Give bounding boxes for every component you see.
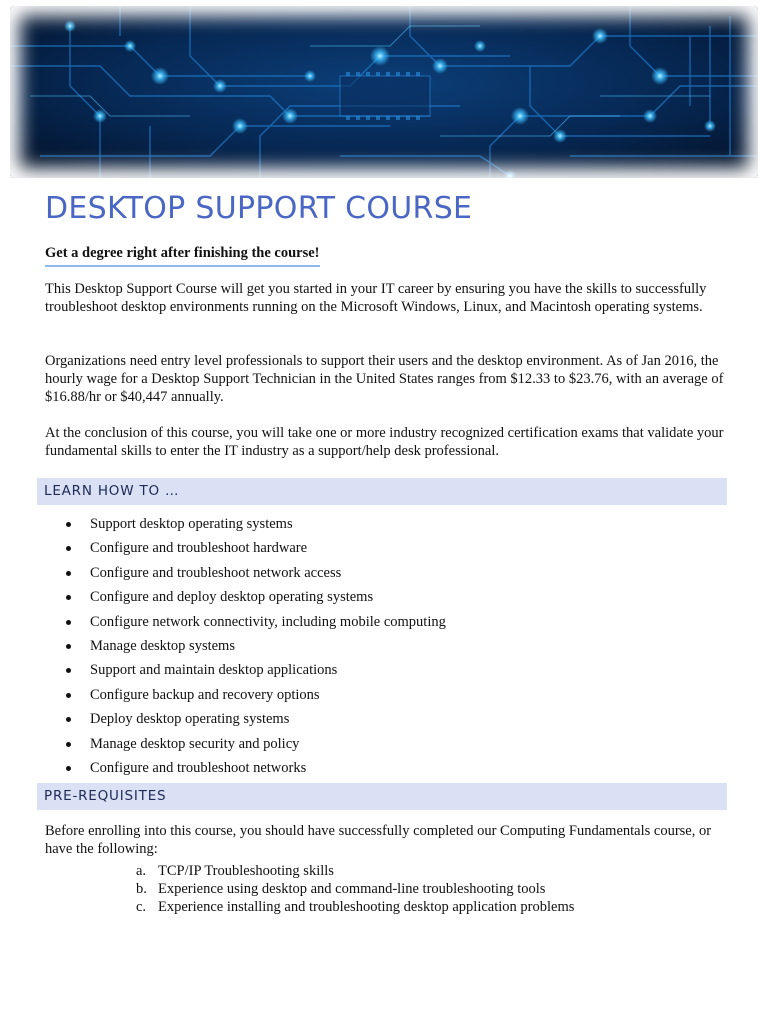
bullet-icon [66, 620, 71, 625]
list-item-text: Configure backup and recovery options [90, 686, 320, 703]
list-item [136, 862, 574, 880]
list-item [62, 636, 446, 660]
learn-list [62, 514, 446, 782]
bullet-icon [66, 644, 71, 649]
list-item [62, 587, 446, 611]
list-marker: a. [136, 863, 147, 879]
list-item [62, 758, 446, 782]
list-item [62, 538, 446, 562]
subtitle-heading: Get a degree right after finishing the course! [45, 245, 320, 267]
learn-section-heading: LEARN HOW TO … [37, 478, 727, 505]
intro-paragraph: This Desktop Support Course will get you started in your IT career by ensuring you have the skills to successfully troubleshoot desktop environments running on the Microsoft Windows, Linux, and Macintosh operating systems. [45, 281, 707, 315]
list-item-text: Configure and troubleshoot network access [90, 564, 342, 581]
list-item-text: Manage desktop security and policy [90, 735, 300, 752]
bullet-icon [66, 522, 71, 527]
list-item [62, 563, 446, 587]
bullet-icon [66, 546, 71, 551]
list-item-text: Support desktop operating systems [90, 516, 293, 532]
list-item [62, 734, 446, 758]
list-marker: b. [136, 881, 147, 897]
bullet-icon [66, 595, 71, 600]
prereq-list [136, 862, 574, 916]
list-item [62, 660, 446, 684]
list-item-text: Configure and deploy desktop operating systems [90, 589, 374, 606]
bullet-icon [66, 693, 71, 698]
list-item-text: Experience using desktop and command-line troubleshooting tools [158, 881, 546, 897]
page-title: DESKTOP SUPPORT COURSE [45, 191, 473, 226]
list-item [62, 612, 446, 636]
list-item-text: Configure and troubleshoot networks [90, 759, 307, 776]
list-item [62, 685, 446, 709]
wage-paragraph: Organizations need entry level professionals to support their users and the desktop environment. As of Jan 2016, the hourly wage for a Desktop Support Technician in the United States ranges from $12.33 to $23.76, with an average of $16.88/hr or $40,447 annually. [45, 353, 724, 405]
bullet-icon [66, 766, 71, 771]
list-item-text: Experience installing and troubleshooting desktop application problems [158, 899, 575, 915]
list-item [136, 880, 574, 898]
list-item-text: TCP/IP Troubleshooting skills [158, 863, 334, 879]
bullet-icon [66, 717, 71, 722]
certification-paragraph: At the conclusion of this course, you will take one or more industry recognized certification exams that validate your fundamental skills to enter the IT industry as a support/help desk professional. [45, 425, 724, 459]
bullet-icon [66, 668, 71, 673]
list-item-text: Manage desktop systems [90, 637, 235, 654]
circuit-board-banner-image [10, 6, 758, 178]
list-item [136, 898, 574, 916]
list-item-text: Deploy desktop operating systems [90, 711, 290, 728]
list-item-text: Configure and troubleshoot hardware [90, 540, 308, 557]
bullet-icon [66, 571, 71, 576]
list-item-text: Configure network connectivity, including mobile computing [90, 613, 446, 630]
bullet-icon [66, 742, 71, 747]
list-marker: c. [136, 899, 147, 915]
prereq-section-heading: PRE-REQUISITES [37, 783, 727, 810]
list-item-text: Support and maintain desktop applications [90, 662, 338, 679]
list-item [62, 514, 446, 538]
prereq-intro-paragraph: Before enrolling into this course, you should have successfully completed our Computing Fundamentals course, or have the following: [45, 823, 712, 857]
list-item [62, 709, 446, 733]
